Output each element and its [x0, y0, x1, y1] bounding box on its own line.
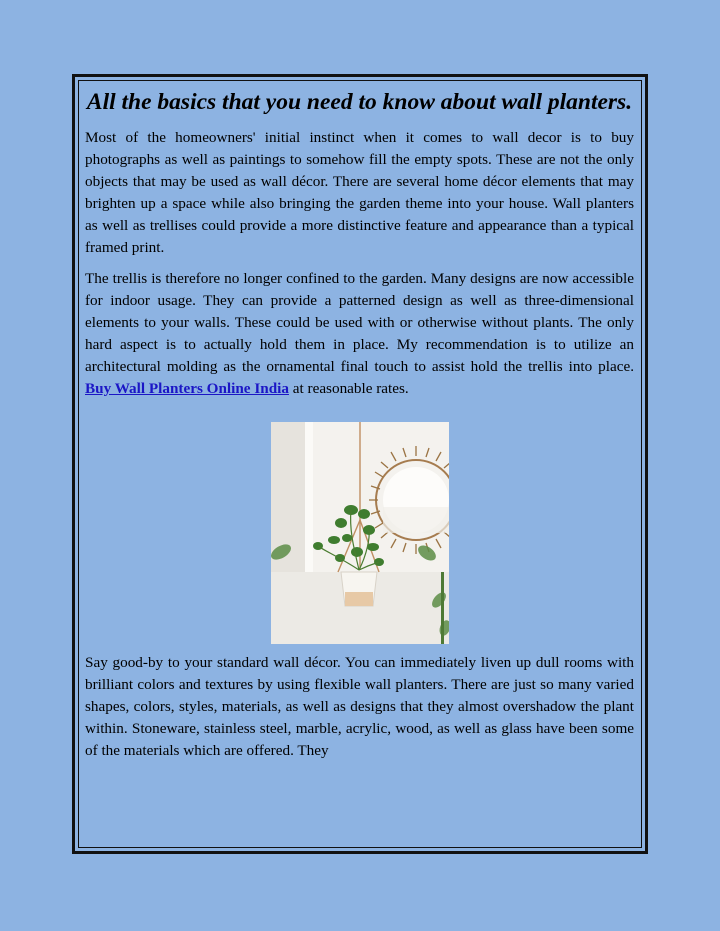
- document-content: [85, 80, 634, 840]
- paragraph-trellis-text: The trellis is therefore no longer confined to the garden. Many designs are now accessible for indoor usage. They can provide a patterned design as well as three-dimensional elements to your walls. These could be used with or otherwise without plants. The only hard aspect is to actually hold them in place. My recommendation is to utilize an architectural molding as the ornamental final touch to assist hold the trellis into place.: [85, 270, 634, 375]
- paragraph-trellis-tail: at reasonable rates.: [288, 380, 409, 397]
- hanging-planter-photo: [271, 422, 449, 644]
- page-title: All the basics that you need to know about wall planters.: [86, 89, 633, 115]
- paragraph-wall-decor: Say good-by to your standard wall décor. You can immediately liven up dull rooms with brilliant colors and textures by using flexible wall planters. There are just so many varied shapes, colors, styles, materials, as well as designs that they almost overshadow the plant within. Stoneware, stainless steel, marble, acrylic, wood, as well as glass have been some of the materials which are offered. They: [85, 654, 634, 759]
- paragraph-intro: Most of the homeowners' initial instinct when it comes to wall decor is to buy photographs as well as paintings to somehow fill the empty spots. These are not the only objects that may be used as wall décor. There are several home décor elements that may brighten up a space while also bringing the garden theme into your house. Wall planters as well as trellises could provide a more distinctive feature and appearance than a typical framed print.: [85, 129, 634, 256]
- buy-wall-planters-link[interactable]: Buy Wall Planters Online India: [85, 380, 289, 397]
- paragraph-trellis: [85, 268, 634, 400]
- hanging-planter-illustration: [271, 422, 449, 644]
